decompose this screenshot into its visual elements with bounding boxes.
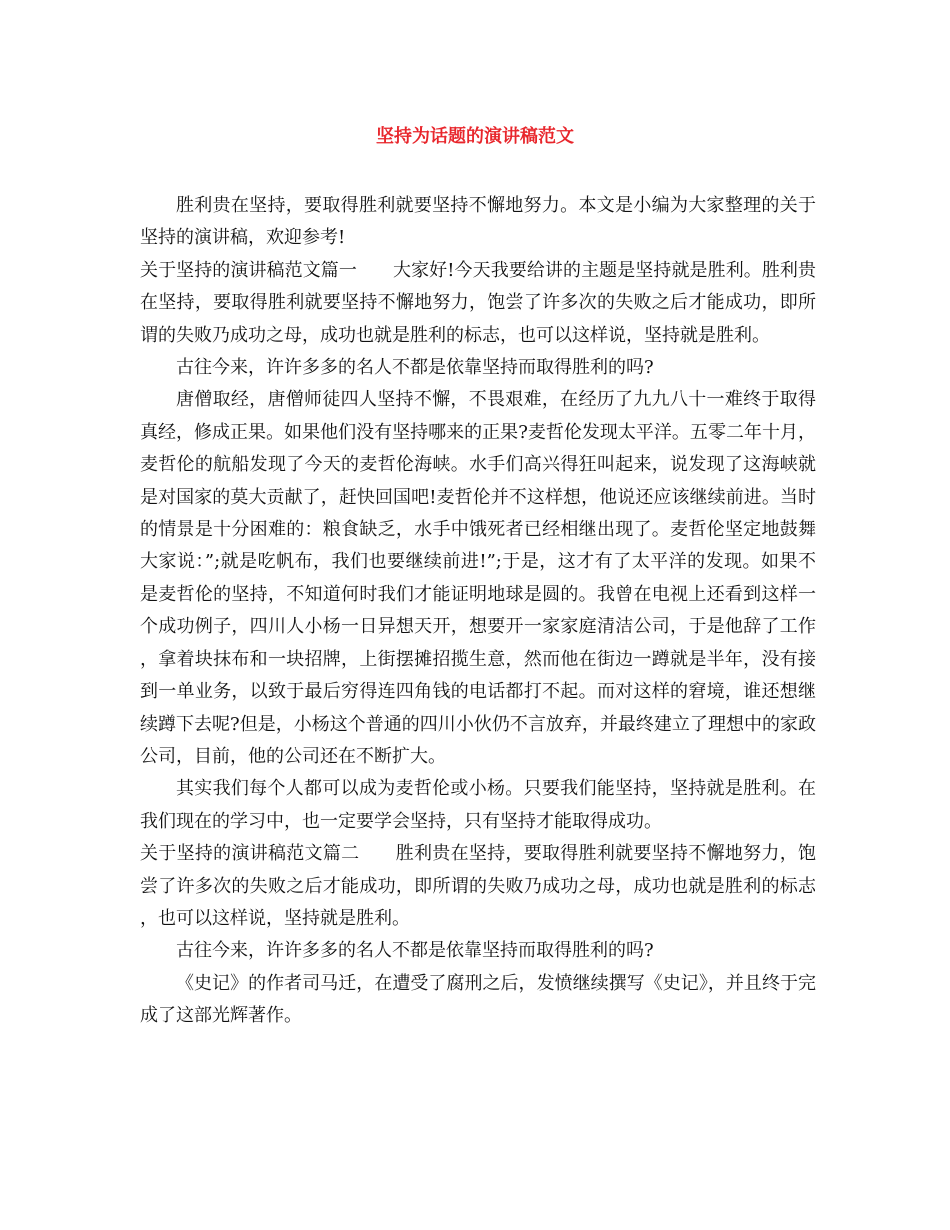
section-two-heading: 关于坚持的演讲稿范文篇二 xyxy=(140,843,360,865)
paragraph-7: 古往今来，许许多多的名人不都是依靠坚持而取得胜利的吗? xyxy=(176,940,654,962)
paragraph-4: 唐僧取经，唐僧师徒四人坚持不懈，不畏艰难，在经历了九九八十一难终于取得真经，修成正果。如果他们没有坚持哪来的正果?麦哲伦发现太平洋。五零二年十月，麦哲伦的航船发现了今天的麦哲伦海峡。水手们高兴得狂叫起来，说发现了这海峡就是对国家的莫大贡献了，赶快回国吧!麦哲伦并不这样想，他说还应该继续前进。当时的情景是十分困难的：粮食缺乏，水手中饿死者已经相继出现了。麦哲伦坚定地鼓舞大家说：”;就是吃帆布，我们也要继续前进!”;于是，这才有了太平洋的发现。如果不是麦哲伦的坚持，不知道何时我们才能证明地球是圆的。我曾在电视上还看到这样一个成功例子，四川人小杨一日异想天开，想要开一家家庭清洁公司，于是他辞了工作，拿着块抹布和一块招牌，上街摆摊招揽生意，然而他在街边一蹲就是半年，没有接到一单业务，以致于最后穷得连四角钱的电话都打不起。而对这样的窘境，谁还想继续蹲下去呢?但是，小杨这个普通的四川小伙仍不言放弃，并最终建立了理想中的家政公司，目前，他的公司还在不断扩大。 xyxy=(140,389,816,767)
paragraph-3: 古往今来，许许多多的名人不都是依靠坚持而取得胜利的吗? xyxy=(176,357,654,379)
paragraph-8: 《史记》的作者司马迁，在遭受了腐刑之后，发愤继续撰写《史记》，并且终于完成了这部光辉著作。 xyxy=(140,972,816,1027)
paragraph-section-two xyxy=(140,838,816,935)
paragraph-section-one xyxy=(140,255,816,352)
section-one-heading: 关于坚持的演讲稿范文篇一 xyxy=(140,259,357,281)
document-body xyxy=(140,190,816,1033)
section-two-text: 胜利贵在坚持，要取得胜利就要坚持不懈地努力，饱尝了许多次的失败之后才能成功，即所谓的失败乃成功之母，成功也就是胜利的标志，也可以这样说，坚持就是胜利。 xyxy=(140,843,817,929)
paragraph-intro: 胜利贵在坚持，要取得胜利就要坚持不懈地努力。本文是小编为大家整理的关于坚持的演讲稿，欢迎参考! xyxy=(140,195,816,249)
paragraph-5: 其实我们每个人都可以成为麦哲伦或小杨。只要我们能坚持，坚持就是胜利。在我们现在的学习中，也一定要学会坚持，只有坚持才能取得成功。 xyxy=(140,778,816,832)
document-title: 坚持为话题的演讲稿范文 xyxy=(376,126,574,147)
section-one-text: 大家好!今天我要给讲的主题是坚持就是胜利。胜利贵在坚持，要取得胜利就要坚持不懈地努力，饱尝了许多次的失败之后才能成功，即所谓的失败乃成功之母，成功也就是胜利的标志，也可以这样说，坚持就是胜利。 xyxy=(140,259,816,346)
